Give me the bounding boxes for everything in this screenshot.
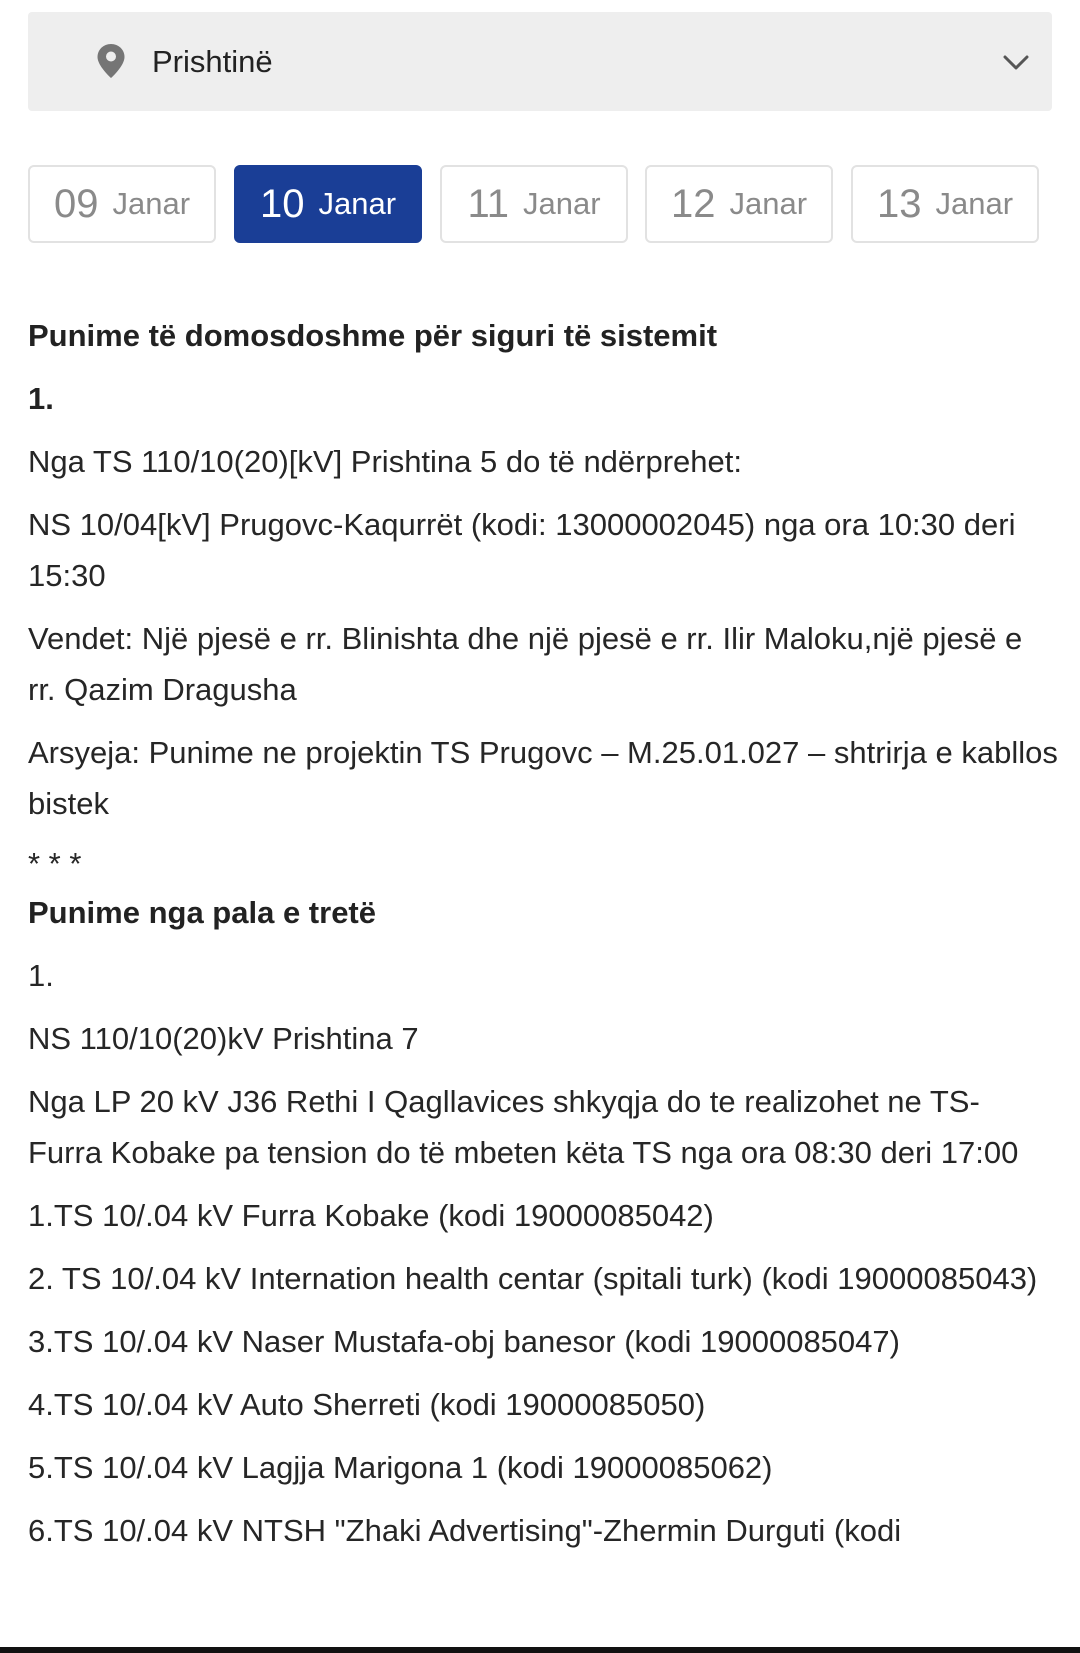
date-tab-day: 10	[259, 181, 305, 226]
outage-description: Nga LP 20 kV J36 Rethi I Qagllavices shkyqja do te realizohet ne TS- Furra Kobake pa tension do të mbeten këta TS nga ora 08:30 deri 17:00	[28, 1084, 1019, 1170]
date-tab-month: Janar	[522, 186, 601, 221]
date-tab-10[interactable]	[234, 165, 422, 243]
chevron-down-icon[interactable]	[1002, 48, 1030, 76]
date-tabs	[28, 165, 1052, 243]
separator: * * *	[28, 846, 82, 881]
item-number: 1.	[28, 381, 54, 416]
list-item: 3.TS 10/.04 kV Naser Mustafa-obj banesor (kodi 19000085047)	[28, 1324, 900, 1359]
date-tab-month: Janar	[935, 186, 1014, 221]
location-value: Prishtinë	[152, 44, 273, 79]
date-tab-13[interactable]	[851, 165, 1039, 243]
date-tab-09[interactable]	[28, 165, 216, 243]
section-heading: Punime të domosdoshme për siguri të sistemit	[28, 318, 718, 353]
list-item: 2. TS 10/.04 kV Internation health centar (spitali turk) (kodi 19000085043)	[28, 1261, 1038, 1296]
outage-station: NS 110/10(20)kV Prishtina 7	[28, 1021, 419, 1056]
outage-line: NS 10/04[kV] Prugovc-Kaqurrët (kodi: 13000002045) nga ora 10:30 deri 15:30	[28, 507, 1016, 593]
date-tab-day: 11	[467, 181, 509, 226]
outage-content	[28, 310, 1058, 1568]
date-tab-day: 09	[53, 181, 99, 226]
bottom-edge	[0, 1647, 1080, 1653]
outage-reason: Arsyeja: Punime ne projektin TS Prugovc – M.25.01.027 – shtrirja e kabllos bistek	[28, 735, 1058, 821]
list-item: 6.TS 10/.04 kV NTSH "Zhaki Advertising"-Zhermin Durguti (kodi	[28, 1513, 902, 1548]
date-tab-day: 13	[876, 181, 922, 226]
list-item: 1.TS 10/.04 kV Furra Kobake (kodi 19000085042)	[28, 1198, 714, 1233]
date-tab-month: Janar	[112, 186, 191, 221]
outage-source: Nga TS 110/10(20)[kV] Prishtina 5 do të ndërprehet:	[28, 444, 742, 479]
location-pin-icon	[96, 43, 126, 79]
location-select[interactable]	[28, 12, 1052, 111]
date-tab-day: 12	[670, 181, 716, 226]
list-item: 4.TS 10/.04 kV Auto Sherreti (kodi 19000085050)	[28, 1387, 706, 1422]
date-tab-11[interactable]	[440, 165, 628, 243]
outage-places: Vendet: Një pjesë e rr. Blinishta dhe një pjesë e rr. Ilir Maloku,një pjesë e rr. Qazim Dragusha	[28, 621, 1023, 707]
date-tab-month: Janar	[729, 186, 808, 221]
date-tab-month: Janar	[318, 186, 397, 221]
list-item: 5.TS 10/.04 kV Lagjja Marigona 1 (kodi 19000085062)	[28, 1450, 773, 1485]
item-number: 1.	[28, 958, 54, 993]
section-heading: Punime nga pala e tretë	[28, 895, 376, 930]
date-tab-12[interactable]	[645, 165, 833, 243]
